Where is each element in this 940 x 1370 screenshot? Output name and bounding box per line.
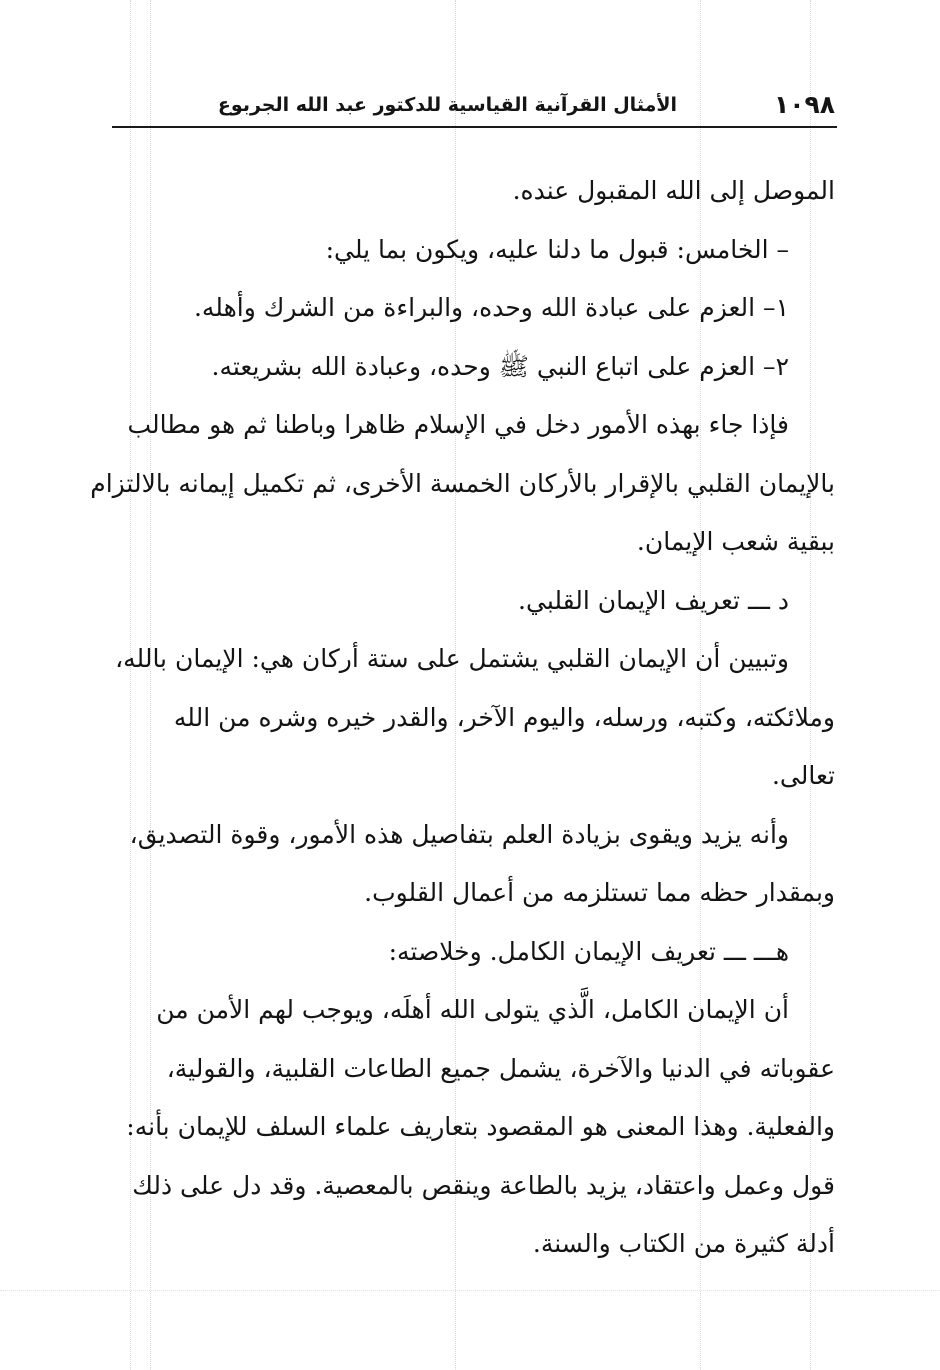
text-line: ببقية شعب الإيمان.	[636, 527, 835, 556]
text-line: والفعلية. وهذا المعنى هو المقصود بتعاريف علماء السلف للإيمان بأنه:	[126, 1112, 835, 1141]
section-heading: د ـــ تعريف الإيمان القلبي.	[518, 585, 789, 615]
body-text	[90, 166, 835, 1278]
text-line: تعالى.	[771, 761, 835, 790]
text-line: عقوباته في الدنيا والآخرة، يشمل جميع الطاعات القلبية، والقولية،	[166, 1053, 835, 1083]
text-line: وأنه يزيد ويقوى بزيادة العلم بتفاصيل هذه الأمور، وقوة التصديق،	[129, 819, 789, 849]
page-header	[112, 86, 837, 128]
text-line: أدلة كثيرة من الكتاب والسنة.	[532, 1229, 835, 1258]
text-line: ٢– العزم على اتباع النبي ﷺ وحده، وعبادة الله بشريعته.	[211, 351, 789, 381]
text-line: أن الإيمان الكامل، الَّذي يتولى الله أهلَه، ويوجب لهم الأمن من	[156, 995, 789, 1024]
page-number: ١٠٩٨	[773, 90, 835, 119]
text-line: وملائكته، وكتبه، ورسله، واليوم الآخر، والقدر خيره وشره من الله	[173, 702, 835, 732]
section-heading: هـــ ـــ تعريف الإيمان الكامل. وخلاصته:	[388, 936, 789, 966]
text-line: فإذا جاء بهذه الأمور دخل في الإسلام ظاهرا وباطنا ثم هو مطالب	[127, 410, 789, 439]
text-line: وبمقدار حظه مما تستلزمه من أعمال القلوب.	[364, 878, 835, 907]
scan-guide	[0, 1290, 940, 1291]
text-line: وتبيين أن الإيمان القلبي يشتمل على ستة أركان هي: الإيمان بالله،	[115, 644, 789, 673]
running-title: الأمثال القرآنية القياسية للدكتور عبد الله الجربوع	[217, 94, 677, 116]
text-line: – الخامس: قبول ما دلنا عليه، ويكون بما يلي:	[325, 234, 789, 264]
text-line: ١– العزم على عبادة الله وحده، والبراءة من الشرك وأهله.	[193, 293, 789, 322]
text-line: قول وعمل واعتقاد، يزيد بالطاعة وينقص بالمعصية. وقد دل على ذلك	[132, 1170, 835, 1200]
text-line: الموصل إلى الله المقبول عنده.	[512, 176, 835, 205]
text-line: بالإيمان القلبي بالإقرار بالأركان الخمسة الأخرى، ثم تكميل إيمانه بالالتزام	[90, 468, 835, 498]
